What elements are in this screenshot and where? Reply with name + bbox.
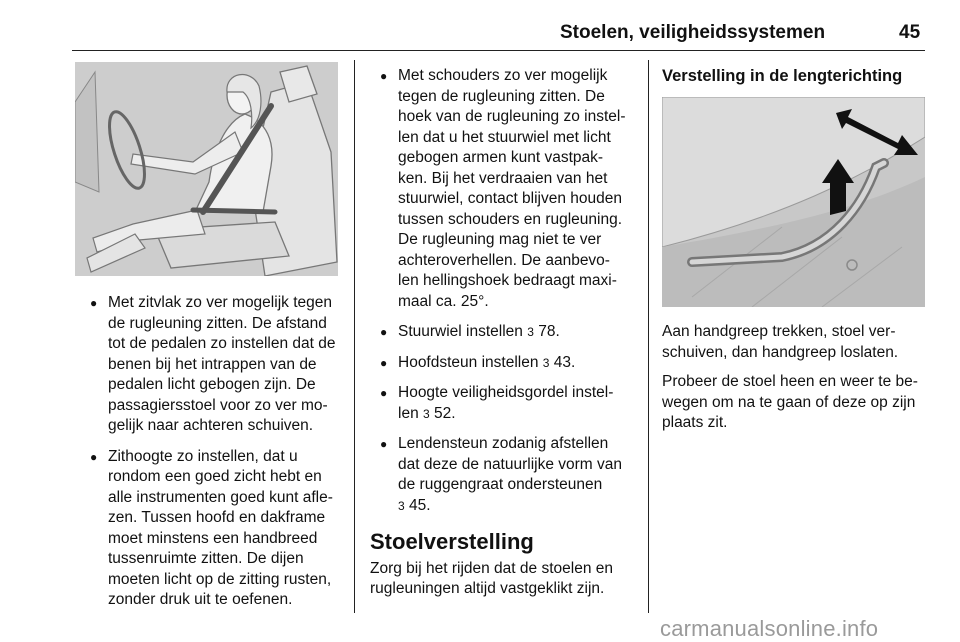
page-reference-arrow-icon: 3 — [527, 325, 534, 339]
page-link-43[interactable]: 43. — [553, 353, 576, 371]
bullet-backrest: ● Met schouders zo ver mogelijk tegen de rugleuning zitten. De hoek van de rugleuning zo instel- len dat u het stuurwiel met licht gebogen armen kunt vastpak- ken. Bij het verdraaien van het stuurwiel, contact blijven houden tussen schouders en rugleuning. De rugleuning mag niet te ver achteroverhellen. De aanbevo- len hellingshoek bedraagt maxi- maal ca. 25°. — [380, 67, 626, 310]
watermark: carmanualsonline.info — [660, 616, 879, 641]
page-link-45[interactable]: 45. — [409, 496, 431, 514]
bullet-head-restraint: ● Hoofdsteun instellen 3 43. — [370, 353, 642, 374]
bullet-dot: ● — [380, 355, 388, 370]
seat-adjustment-illustration — [662, 97, 925, 307]
header-rule — [72, 50, 925, 51]
right-column — [662, 66, 930, 95]
left-column — [80, 293, 348, 621]
middle-column — [370, 66, 642, 609]
bullet-seat-height: ● Zithoogte zo instellen, dat u rondom een goed zicht hebt en alle instrumenten goed kunt afle- zen. Tussen hoofd en dakframe moet minstens een handbreed tussenruimte zitten. De dijen moeten licht op de zitting rusten, zonder druk uit te oefenen. — [90, 447, 333, 608]
bullet-dot: ● — [380, 386, 388, 400]
bullet-belt-height: ● Hoogte veiligheidsgordel instel- len 3 52. — [380, 384, 614, 422]
running-header-title: Stoelen, veiligheidssystemen — [560, 22, 826, 43]
column-divider-right — [648, 60, 649, 613]
bullet-lumbar-support: ● Lendensteun zodanig afstellen dat deze de natuurlijke vorm van de ruggengraat ondersteunen 3 45. — [380, 435, 623, 514]
section-heading-stoelverstelling: Stoelverstelling — [370, 529, 534, 554]
handle-instruction-paragraph: Aan handgreep trekken, stoel ver- schuiven, dan handgreep loslaten. — [662, 323, 899, 361]
page-reference-arrow-icon: 3 — [542, 355, 550, 370]
adjustment-bullet-list — [370, 66, 642, 516]
bullet-dot: ● — [90, 449, 98, 464]
bullet-steering-wheel: ● Stuurwiel instellen 3 78. — [370, 322, 642, 343]
page-reference-arrow-icon: 3 — [423, 406, 430, 421]
seat-rail-handle-drawing — [662, 97, 925, 307]
column-divider-left — [354, 60, 355, 613]
bullet-dot: ● — [380, 69, 388, 83]
page-reference-arrow-icon: 3 — [398, 498, 405, 513]
driver-seated-drawing — [75, 62, 338, 276]
right-column-text — [662, 322, 930, 443]
bullet-seat-distance: ● Met zitvlak zo ver mogelijk tegen de rugleuning zitten. De afstand tot de pedalen zo instellen dat de benen bij het intrappen van de pedalen licht gebogen zijn. De passagiersstoel voor zo ver mo- gelijk naar achteren schuiven. — [90, 294, 336, 434]
bullet-dot: ● — [380, 437, 388, 451]
subheading-longitudinal-adjustment: Verstelling in de lengterichting — [662, 67, 903, 85]
seating-bullet-list — [80, 293, 348, 611]
section-intro-paragraph: Zorg bij het rijden dat de stoelen en rugleuningen altijd vastgeklikt zijn. — [370, 559, 613, 597]
bullet-dot: ● — [380, 325, 388, 339]
page-number: 45 — [899, 22, 921, 43]
lock-check-paragraph: Probeer de stoel heen en weer te be- wegen om na te gaan of deze op zijn plaats zit. — [662, 373, 918, 431]
bullet-dot: ● — [90, 296, 98, 310]
page-link-78[interactable]: 78. — [538, 323, 560, 340]
page-link-52[interactable]: 52. — [434, 404, 456, 422]
seating-position-illustration — [75, 62, 338, 276]
